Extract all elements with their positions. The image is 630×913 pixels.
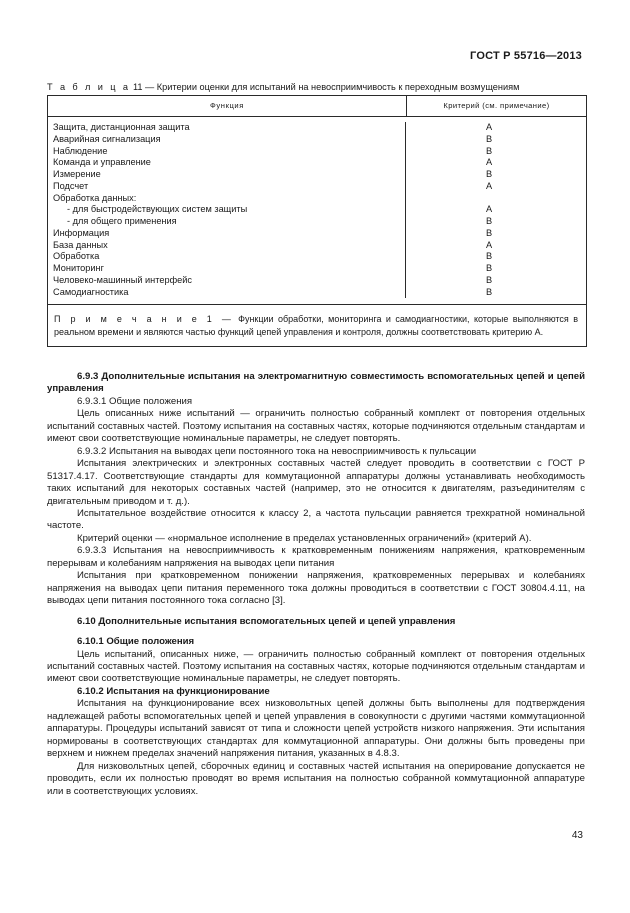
table-row-criterion: A — [486, 180, 493, 191]
table-header-row — [48, 96, 586, 117]
table-row-function: Подсчет — [53, 180, 89, 191]
table-row-criterion: A — [486, 122, 493, 132]
table-row-function: Наблюдение — [53, 145, 108, 156]
table-row-function: Мониторинг — [53, 263, 104, 273]
table-caption-text: 11 — Критерии оценки для испытаний на невосприимчивость к переходным возмущениям — [132, 82, 520, 92]
table-row-function: Обработка — [53, 251, 100, 262]
column-header-function: Функция — [48, 96, 407, 116]
section-spacer — [47, 628, 585, 636]
table-row-function: Обработка данных: — [53, 192, 137, 203]
section-heading: 6.10.2 Испытания на функционирование — [77, 685, 270, 697]
table-row-criterion: B — [486, 227, 493, 238]
table-row-criterion: B — [486, 263, 493, 273]
table-row-criterion: B — [486, 216, 493, 226]
note-label: П р и м е ч а н и е 1 — — [54, 314, 234, 325]
paragraph: 6.9.3.2 Испытания на выводах цепи постоянного тока на невосприимчивость к пульсации — [77, 445, 477, 457]
page-number: 43 — [571, 830, 583, 841]
note-text: Функции обработки, мониторинга и самодиагностики, которые выполняются в реальном времени и являются частью функций цепей управления и контроля, должны соответствовать критерию А. — [54, 314, 578, 337]
criterion-column — [406, 122, 586, 298]
table-row-criterion: B — [486, 251, 493, 262]
table-row-criterion: B — [486, 274, 493, 285]
paragraph: 6.9.3.3 Испытания на невосприимчивость к кратковременным понижениям напряжения, кратковременным перерывам и колебаниям напряжения на выводах цепи питания — [47, 545, 585, 569]
section-heading: 6.9.3 Дополнительные испытания на электромагнитную совместимость вспомогательных цепей и цепей управления — [47, 371, 585, 395]
body-text — [47, 371, 585, 798]
table-caption — [47, 81, 587, 93]
paragraph: Испытания при кратковременном понижении напряжения, кратковременных перерывах и колебаниях напряжения на выводах цепи питания переменного тока должны проводиться в соответствии с ГОСТ 30804.4.11, на выводах цепи питания постоянного тока согласно [3]. — [47, 570, 585, 607]
paragraph: Цель испытаний, описанных ниже, — ограничить полностью собранный комплект от повторения отдельных испытаний составных частей. Поэтому испытания на составных частях, которые подчиняются отдельным стандартам и имеют свои соответствующие номинальные параметры, не следует повторять. — [47, 648, 585, 685]
table-row-criterion: A — [486, 204, 493, 215]
table-row-function: Информация — [53, 227, 110, 238]
table-row-function: Измерение — [53, 169, 101, 179]
table-caption-label: Т а б л и ц а — [47, 82, 131, 92]
paragraph: Испытательное воздействие относится к классу 2, а частота пульсации равняется трехкратной номинальной частоте. — [47, 507, 585, 532]
table-row-criterion: B — [486, 133, 493, 144]
paragraph: Для низковольтных цепей, сборочных единиц и составных частей испытания на оперирование допускается не проводить, если их полностью проводят во время испытания на полностью собранной коммутационной аппаратуре или в соответствующих условиях. — [47, 760, 585, 797]
table-row-criterion — [406, 193, 586, 205]
paragraph: Цель описанных ниже испытаний — ограничить полностью собранный комплект от повторения отдельных испытаний составных частей. Поэтому испытания на составных частях, которые подчиняются отдельным стандартам и имеют свои соответствующие номинальные параметры, не следует повторять. — [47, 408, 585, 445]
table-row-function: Человеко-машинный интерфейс — [53, 274, 192, 285]
table-body — [48, 117, 586, 305]
section-heading: 6.10.1 Общие положения — [77, 636, 195, 648]
table-row-function: - для общего применения — [67, 216, 177, 226]
table-row-criterion: A — [486, 157, 493, 168]
table-row-criterion: B — [486, 169, 493, 179]
function-column — [48, 122, 406, 298]
table-row-function: Команда и управление — [53, 157, 151, 168]
table-row-function: Защита, дистанционная защита — [53, 122, 190, 132]
table-note — [48, 305, 586, 346]
table-row-criterion: B — [486, 286, 493, 297]
table-row-function: Аварийная сигнализация — [53, 133, 161, 144]
section-heading: 6.10 Дополнительные испытания вспомогательных цепей и цепей управления — [77, 615, 456, 627]
section-spacer — [47, 608, 585, 616]
paragraph: Критерий оценки — «нормальное исполнение в пределах установленных ограничений» (критерий А). — [77, 532, 532, 544]
table-row-criterion: A — [486, 239, 493, 250]
table-row-criterion: B — [486, 145, 493, 156]
standard-number-header: ГОСТ Р 55716—2013 — [470, 50, 582, 62]
column-header-criterion: Критерий (см. примечание) — [443, 101, 550, 110]
criteria-table — [47, 95, 587, 347]
paragraph: Испытания на функционирование всех низковольтных цепей должны быть выполнены для подтверждения надлежащей работы вспомогательных цепей и цепей управления в совокупности с другими частями коммутационной аппаратуры. Процедуры испытаний зависят от типа и сложности цепей устройств низкого напряжения. Эти испытания нормированы в соответствующих стандартах для коммутационной аппаратуры. Они должны быть проведены при верхнем и нижнем пределах значений напряжения питания, указанных в 4.8.3. — [47, 698, 585, 760]
paragraph: 6.9.3.1 Общие положения — [77, 395, 193, 407]
table-row-function: База данных — [53, 239, 108, 250]
table-row-function: - для быстродействующих систем защиты — [67, 204, 248, 215]
paragraph: Испытания электрических и электронных составных частей следует проводить в соответствии с ГОСТ Р 51317.4.17. Соответствующие стандарты для коммутационной аппаратуры должны устанавливать необходимость таких испытаний для некоторых составных частей (например, это не относится к двигателям, разъединителям с двигательным приводом и т. д.). — [47, 458, 585, 507]
table-row-function: Самодиагностика — [53, 286, 129, 297]
